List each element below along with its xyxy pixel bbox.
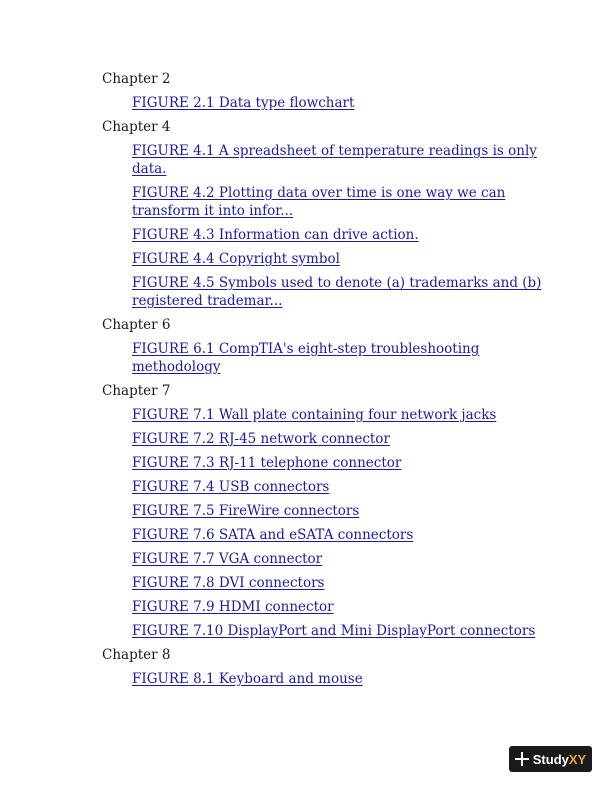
figure-link[interactable]: FIGURE 7.4 USB connectors <box>132 479 330 495</box>
figure-entry <box>132 574 542 592</box>
badge-text-accent: XY <box>568 751 587 767</box>
chapter-heading: Chapter 2 <box>102 71 171 87</box>
figure-entry <box>132 250 542 268</box>
plus-icon <box>515 752 529 766</box>
figure-link[interactable]: FIGURE 4.2 Plotting data over time is one way we can transform it into infor... <box>132 185 506 219</box>
figure-entry <box>132 226 542 244</box>
figure-link[interactable]: FIGURE 2.1 Data type flowchart <box>132 95 355 111</box>
figure-entry <box>132 550 542 568</box>
figure-entry <box>132 184 542 220</box>
badge-text-main: Study <box>532 751 569 767</box>
figure-entry <box>132 430 542 448</box>
figure-entry <box>132 622 542 640</box>
figure-entry <box>132 670 542 688</box>
chapter-heading: Chapter 8 <box>102 647 171 663</box>
figure-link[interactable]: FIGURE 4.3 Information can drive action. <box>132 227 419 243</box>
chapter-heading: Chapter 4 <box>102 119 171 135</box>
figure-link[interactable]: FIGURE 7.3 RJ-11 telephone connector <box>132 455 402 471</box>
figure-link[interactable]: FIGURE 8.1 Keyboard and mouse <box>132 671 363 687</box>
figure-link[interactable]: FIGURE 7.2 RJ-45 network connector <box>132 431 390 447</box>
figure-entry <box>132 526 542 544</box>
figure-entry <box>132 142 542 178</box>
chapter-figure-list <box>102 670 542 688</box>
figure-link[interactable]: FIGURE 7.9 HDMI connector <box>132 599 334 615</box>
figure-link[interactable]: FIGURE 7.6 SATA and eSATA connectors <box>132 527 414 543</box>
chapter-figure-list <box>102 94 542 112</box>
figure-link[interactable]: FIGURE 7.10 DisplayPort and Mini DisplayPort connectors <box>132 623 536 639</box>
studyxy-badge[interactable] <box>509 746 592 772</box>
figure-entry <box>132 340 542 376</box>
figure-link[interactable]: FIGURE 7.5 FireWire connectors <box>132 503 360 519</box>
figure-link[interactable]: FIGURE 7.1 Wall plate containing four network jacks <box>132 407 497 423</box>
figure-link[interactable]: FIGURE 4.5 Symbols used to denote (a) trademarks and (b) registered trademar... <box>132 275 542 309</box>
figure-entry <box>132 502 542 520</box>
figure-entry <box>132 94 542 112</box>
figure-link[interactable]: FIGURE 7.7 VGA connector <box>132 551 323 567</box>
badge-text <box>533 752 586 767</box>
chapter-figure-list <box>102 142 542 310</box>
chapter-figure-list <box>102 340 542 376</box>
chapter-figure-list <box>102 406 542 640</box>
figure-entry <box>132 478 542 496</box>
figure-link[interactable]: FIGURE 4.1 A spreadsheet of temperature readings is only data. <box>132 143 537 177</box>
figure-entry <box>132 454 542 472</box>
figure-link[interactable]: FIGURE 6.1 CompTIA's eight-step troubleshooting methodology <box>132 341 480 375</box>
figure-list <box>102 70 542 694</box>
figure-link[interactable]: FIGURE 7.8 DVI connectors <box>132 575 325 591</box>
chapter-heading: Chapter 6 <box>102 317 171 333</box>
chapter-heading: Chapter 7 <box>102 383 171 399</box>
figure-link[interactable]: FIGURE 4.4 Copyright symbol <box>132 251 340 267</box>
figure-entry <box>132 274 542 310</box>
figure-entry <box>132 598 542 616</box>
figure-entry <box>132 406 542 424</box>
